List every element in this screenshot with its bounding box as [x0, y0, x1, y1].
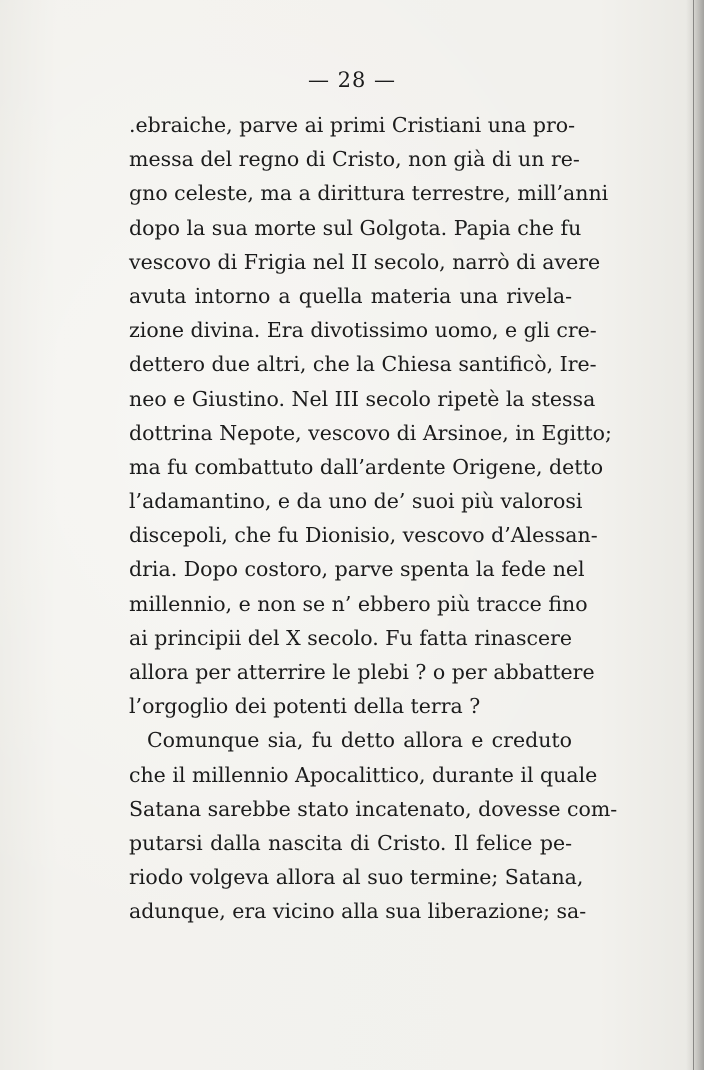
text-line: Comunque sia, fu detto allora e creduto: [147, 728, 572, 753]
text-line: vescovo di Frigia nel II secolo, narrò di avere: [129, 249, 601, 274]
text-line: l’orgoglio dei potenti della terra ?: [129, 694, 481, 719]
text-line: messa del regno di Cristo, non già di un re-: [129, 147, 580, 172]
text-line: avuta intorno a quella materia una rivela-: [129, 283, 572, 308]
text-line: millennio, e non se n’ ebbero più tracce fino: [129, 591, 588, 616]
text-line: che il millennio Apocalittico, durante il quale: [129, 762, 598, 787]
text-line: zione divina. Era divotissimo uomo, e gli cre-: [129, 318, 597, 343]
text-line: gno celeste, ma a dirittura terrestre, mill’anni: [129, 181, 609, 206]
text-line: allora per atterrire le plebi ? o per abbattere: [129, 660, 595, 684]
text-line: discepoli, che fu Dionisio, vescovo d’Alessan-: [129, 523, 598, 548]
text-line: dottrina Nepote, vescovo di Arsinoe, in Egitto;: [129, 420, 612, 445]
page-edge-shadow: [686, 0, 704, 1070]
page-edge-line: [693, 0, 694, 1070]
text-line: putarsi dalla nascita di Cristo. Il felice pe-: [129, 830, 572, 855]
text-line: dopo la sua morte sul Golgota. Papia che fu: [129, 215, 582, 240]
text-line: dria. Dopo costoro, parve spenta la fede nel: [129, 557, 585, 582]
text-line: l’adamantino, e da uno de’ suoi più valorosi: [129, 489, 583, 514]
text-line: neo e Giustino. Nel III secolo ripetè la stessa: [129, 386, 596, 411]
text-line: ai principii del X secolo. Fu fatta rinascere: [129, 625, 573, 650]
page-number-header: — 28 —: [307, 68, 397, 92]
text-line: ma fu combattuto dall’ardente Origene, detto: [129, 454, 604, 479]
text-line: riodo volgeva allora al suo termine; Satana,: [129, 865, 584, 890]
text-line: .ebraiche, parve ai primi Cristiani una pro-: [129, 113, 576, 137]
text-line: dettero due altri, che la Chiesa santificò, Ire-: [129, 352, 597, 377]
text-line: Satana sarebbe stato incatenato, dovesse com-: [129, 796, 618, 821]
body-text: [129, 108, 618, 929]
text-line: adunque, era vicino alla sua liberazione; sa-: [129, 899, 587, 924]
